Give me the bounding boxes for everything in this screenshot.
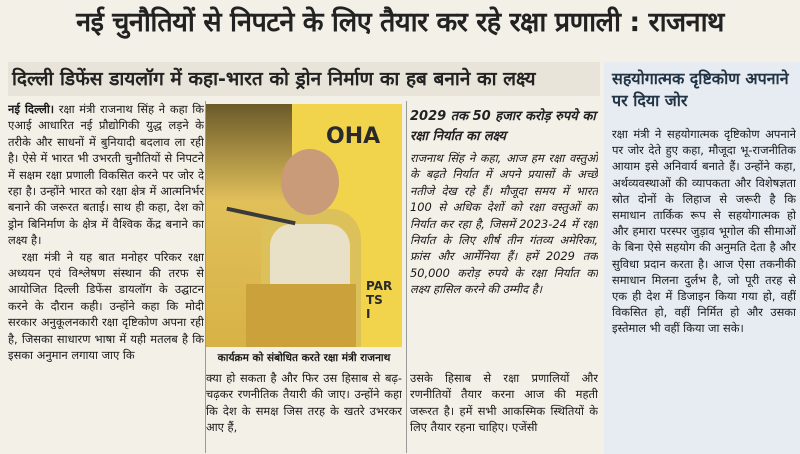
column-divider (406, 101, 407, 453)
page-headline: नई चुनौतियों से निपटने के लिए तैयार कर रहे रक्षा प्रणाली : राजनाथ (76, 7, 724, 38)
paragraph-1: रक्षा मंत्री राजनाथ सिंह ने कहा कि एआई आधारित नई प्रौद्योगिकी युद्ध लड़ने के तरीके और साधनों में बुनियादी बदलाव ला रही है। ऐसे में भारत भी उभरती चुनौतियों से निपटने में सक्षम रक्षा प्रणाली विकसित करने पर जोर दे रहा है। उन्होंने भारत को रक्षा क्षेत्र में आत्मनिर्भर बनाने की जरूरत बताई। साथ ही कहा, देश को ड्रोन बिनिर्माण के क्षेत्र में वैश्विक केंद्र बनाने का लक्ष्य है। (8, 102, 204, 248)
article-photo (206, 104, 402, 347)
article-column-2: क्या हो सकता है और फिर उस हिसाब से बढ़-चढ़कर रणनीतिक तैयारी की जाए। उन्होंने कहा कि देश के समक्ष जिस तरह के खतरे उभरकर आए हैं, (206, 371, 402, 435)
photo-banner-text: OHA (326, 124, 381, 149)
podium (246, 284, 356, 347)
dateline: नई दिल्ली। (8, 102, 55, 116)
sidebar-body: रक्षा मंत्री ने सहयोगात्मक दृष्टिकोण अपनाने पर जोर देते हुए कहा, मौजूदा भू-राजनीतिक आयाम इसे अनिवार्य बनाते हैं। उन्होंने कहा, अर्थव्यवस्थाओं की व्यापकता और विशेषज्ञता स्रोत दोनों के लिहाज से जरूरी है कि समाधान तार्किक रूप से सहयोगात्मक हो और हमारा परस्पर जुड़ाव भूगोल की सीमाओं के बिना ऐसे सहयोग की अनुमति देता है और सुविधा प्रदान करता है। आज ऐसा तकनीकी समाधान मिलना दुर्लभ है, जो पूरी तरह से एक ही देश में डिजाइन किया गया हो, वहीं विकसित हो, वहीं निर्मित हो और उसका इस्तेमाल भी वहीं किया जा सके। (612, 127, 796, 336)
sidebar-title: सहयोगात्मक दृष्टिकोण अपनाने पर दिया जोर (612, 69, 789, 110)
speaker-head (281, 149, 339, 215)
photo-caption: कार्यक्रम को संबोधित करते रक्षा मंत्री राजनाथ (217, 352, 391, 364)
article-column-1 (8, 101, 204, 453)
article-column-3: राजनाथ सिंह ने कहा, आज हम रक्षा वस्तुओं के बढ़ते निर्यात में अपने प्रयासों के अच्छे नतीजे देख रहे हैं। मौजूदा समय में भारत 100 से अधिक देशों को रक्षा वस्तुओं का निर्यात कर रहा है, जिसमें 2023-24 में रक्षा निर्यात के लिए शीर्ष तीन गंतव्य अमेरिका, फ्रांस और आर्मेनिया हैं। हमें 2029 तक 50,000 करोड़ रुपये के रक्षा निर्यात का लक्ष्य हासिल करने की उम्मीद है। (410, 151, 598, 297)
sidebar-box (604, 62, 800, 454)
article-deck: 2029 तक 50 हजार करोड़ रुपये का रक्षा निर्यात का लक्ष्य (410, 109, 596, 144)
sub-headline: दिल्ली डिफेंस डायलॉग में कहा-भारत को ड्रोन निर्माण का हब बनाने का लक्ष्य (8, 62, 600, 96)
column-divider (205, 101, 206, 453)
paragraph-2: रक्षा मंत्री ने यह बात मनोहर परिकर रक्षा अध्ययन एवं विश्लेषण संस्थान की तरफ से आयोजित दिल्ली डिफेंस डायलॉग के उद्घाटन करने के दौरान कही। उन्होंने कहा कि मोदी सरकार अनुकूलनकारी रक्षा दृष्टिकोण अपना रही है, जिसका साधारण भाषा में यही मतलब है कि इसका अनुमान लगाया जाए कि (8, 249, 204, 363)
photo-banner-text-2: PAR TS I (366, 279, 393, 321)
article-column-3-bottom: उसके हिसाब से रक्षा प्रणालियों और रणनीतियों तैयार करना आज की महती जरूरत है। हमें सभी आकस्मिक स्थितियों के लिए तैयार रहना चाहिए। एजेंसी (410, 371, 598, 435)
